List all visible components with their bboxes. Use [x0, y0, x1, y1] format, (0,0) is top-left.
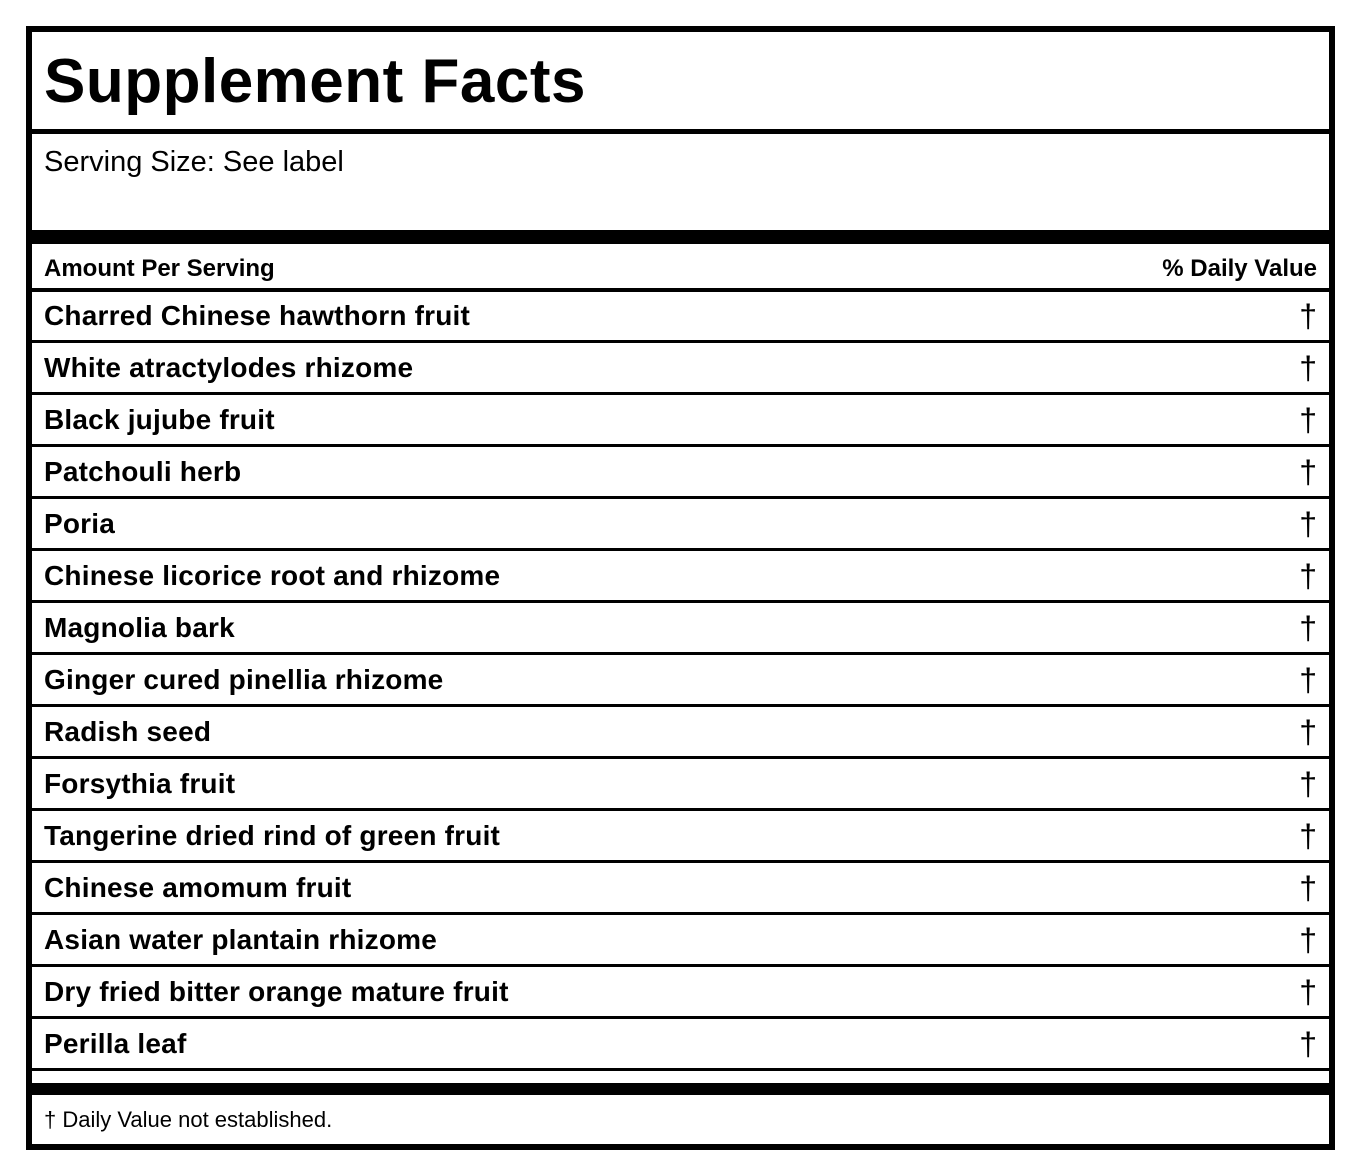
daily-value-dagger: †: [1299, 453, 1317, 490]
ingredient-list: [32, 291, 1329, 1071]
ingredient-row: [32, 811, 1329, 863]
daily-value-dagger: †: [1299, 609, 1317, 646]
ingredient-name: Charred Chinese hawthorn fruit: [44, 299, 471, 331]
daily-value-dagger: †: [1299, 661, 1317, 698]
serving-size: Serving Size: See label: [44, 146, 344, 178]
ingredient-row: [32, 655, 1329, 707]
ingredient-row: [32, 1019, 1329, 1071]
title-divider: [32, 129, 1329, 134]
ingredient-name: Magnolia bark: [44, 611, 235, 643]
ingredient-row: [32, 759, 1329, 811]
daily-value-dagger: †: [1299, 505, 1317, 542]
ingredient-row: [32, 863, 1329, 915]
ingredient-name: Perilla leaf: [44, 1027, 187, 1059]
daily-value-dagger: †: [1299, 401, 1317, 438]
ingredient-row: [32, 291, 1329, 343]
daily-value-dagger: †: [1299, 869, 1317, 906]
daily-value-dagger: †: [1299, 1025, 1317, 1062]
daily-value-dagger: †: [1299, 921, 1317, 958]
ingredient-name: Chinese amomum fruit: [44, 871, 352, 903]
thick-divider-top: [32, 230, 1329, 244]
ingredient-name: Dry fried bitter orange mature fruit: [44, 975, 509, 1007]
ingredient-name: White atractylodes rhizome: [44, 351, 414, 383]
daily-value-dagger: †: [1299, 557, 1317, 594]
daily-value-header: % Daily Value: [1162, 255, 1317, 282]
daily-value-dagger: †: [1299, 297, 1317, 334]
panel-title: Supplement Facts: [44, 47, 586, 116]
ingredient-name: Patchouli herb: [44, 455, 242, 487]
ingredient-name: Forsythia fruit: [44, 767, 236, 799]
ingredient-row: [32, 551, 1329, 603]
ingredient-row: [32, 447, 1329, 499]
footnote: † Daily Value not established.: [44, 1107, 333, 1132]
ingredient-name: Radish seed: [44, 715, 212, 747]
amount-per-serving-header: Amount Per Serving: [44, 255, 275, 282]
ingredient-name: Chinese licorice root and rhizome: [44, 559, 501, 591]
daily-value-dagger: †: [1299, 817, 1317, 854]
ingredient-row: [32, 343, 1329, 395]
ingredient-name: Tangerine dried rind of green fruit: [44, 819, 501, 851]
ingredient-name: Asian water plantain rhizome: [44, 923, 438, 955]
ingredient-name: Ginger cured pinellia rhizome: [44, 663, 444, 695]
daily-value-dagger: †: [1299, 349, 1317, 386]
daily-value-dagger: †: [1299, 973, 1317, 1010]
ingredient-row: [32, 967, 1329, 1019]
column-header-row: [44, 248, 1317, 290]
ingredient-name: Black jujube fruit: [44, 403, 275, 435]
ingredient-row: [32, 707, 1329, 759]
ingredient-row: [32, 603, 1329, 655]
ingredient-row: [32, 499, 1329, 551]
thick-divider-bottom: [32, 1083, 1329, 1095]
ingredient-name: Poria: [44, 507, 116, 539]
daily-value-dagger: †: [1299, 765, 1317, 802]
ingredient-row: [32, 395, 1329, 447]
supplement-facts-panel: [26, 26, 1335, 1150]
ingredient-row: [32, 915, 1329, 967]
daily-value-dagger: †: [1299, 713, 1317, 750]
